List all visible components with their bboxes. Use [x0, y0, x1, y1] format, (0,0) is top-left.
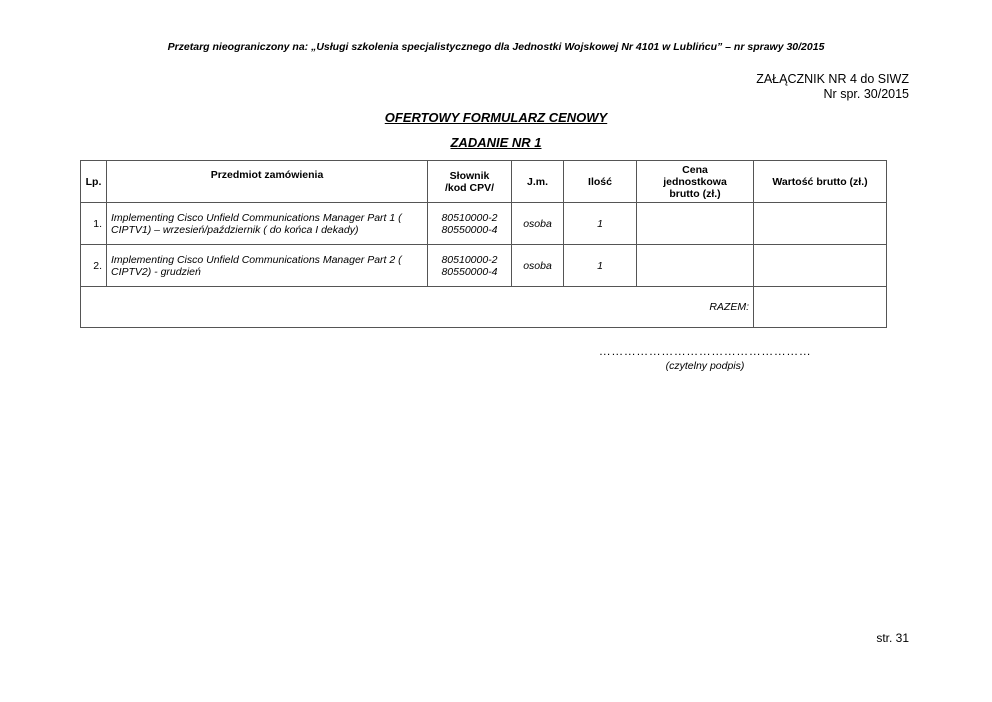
row-unit-price-cell[interactable]	[637, 203, 754, 245]
attachment-label: ZAŁĄCZNIK NR 4 do SIWZ	[756, 72, 909, 86]
row-qty: 1	[564, 245, 637, 287]
header-value: Wartość brutto (zł.)	[754, 161, 887, 203]
table-row	[81, 245, 887, 287]
header-cpv-line2: /kod CPV/	[444, 181, 494, 194]
reference-block	[756, 72, 909, 102]
header-unit: J.m.	[512, 161, 564, 203]
header-cpv	[428, 161, 512, 203]
table-row	[81, 203, 887, 245]
row-cpv-code: 80550000-4	[441, 265, 498, 278]
case-number: Nr spr. 30/2015	[823, 87, 909, 101]
header-price-line2: jednostkowa	[663, 175, 727, 188]
header-price	[637, 161, 754, 203]
page-number: str. 31	[876, 631, 909, 645]
header-cpv-line1: Słownik	[449, 169, 490, 182]
row-unit-price-cell[interactable]	[637, 245, 754, 287]
row-cpv	[428, 203, 512, 245]
row-cpv-code: 80550000-4	[441, 223, 498, 236]
document-header: Przetarg nieograniczony na: „Usługi szkolenia specjalistycznego dla Jednostki Wojskowej Nr 4101 w Lublińcu” – nr sprawy 30/2015	[167, 41, 825, 53]
row-subject: Implementing Cisco Unfield Communications Manager Part 2 ( CIPTV2) - grudzień	[107, 245, 428, 287]
row-gross-value-cell[interactable]	[754, 245, 887, 287]
header-subject-label: Przedmiot zamówienia	[210, 169, 324, 181]
form-title: OFERTOWY FORMULARZ CENOWY	[384, 110, 608, 125]
row-unit: osoba	[512, 245, 564, 287]
task-title: ZADANIE NR 1	[450, 135, 542, 150]
row-cpv-code: 80510000-2	[441, 211, 498, 224]
row-lp: 1.	[81, 203, 107, 245]
row-lp: 2.	[81, 245, 107, 287]
header-price-line1: Cena	[682, 163, 708, 176]
row-cpv-code: 80510000-2	[441, 253, 498, 266]
price-table	[80, 160, 887, 328]
signature-line: ……………………………………………	[598, 344, 812, 358]
row-cpv	[428, 245, 512, 287]
signature-caption: (czytelny podpis)	[665, 360, 745, 372]
header-qty: Ilość	[564, 161, 637, 203]
header-price-line3: brutto (zł.)	[669, 187, 721, 200]
header-subject	[107, 161, 428, 203]
row-subject: Implementing Cisco Unfield Communications Manager Part 1 ( CIPTV1) – wrzesień/październik ( do końca I dekady)	[107, 203, 428, 245]
row-qty: 1	[564, 203, 637, 245]
total-value-cell[interactable]	[754, 287, 887, 328]
row-unit: osoba	[512, 203, 564, 245]
header-lp: Lp.	[81, 161, 107, 203]
signature-block	[580, 345, 830, 372]
total-label: RAZEM:	[81, 287, 754, 328]
table-header-row	[81, 161, 887, 203]
total-row	[81, 287, 887, 328]
row-gross-value-cell[interactable]	[754, 203, 887, 245]
